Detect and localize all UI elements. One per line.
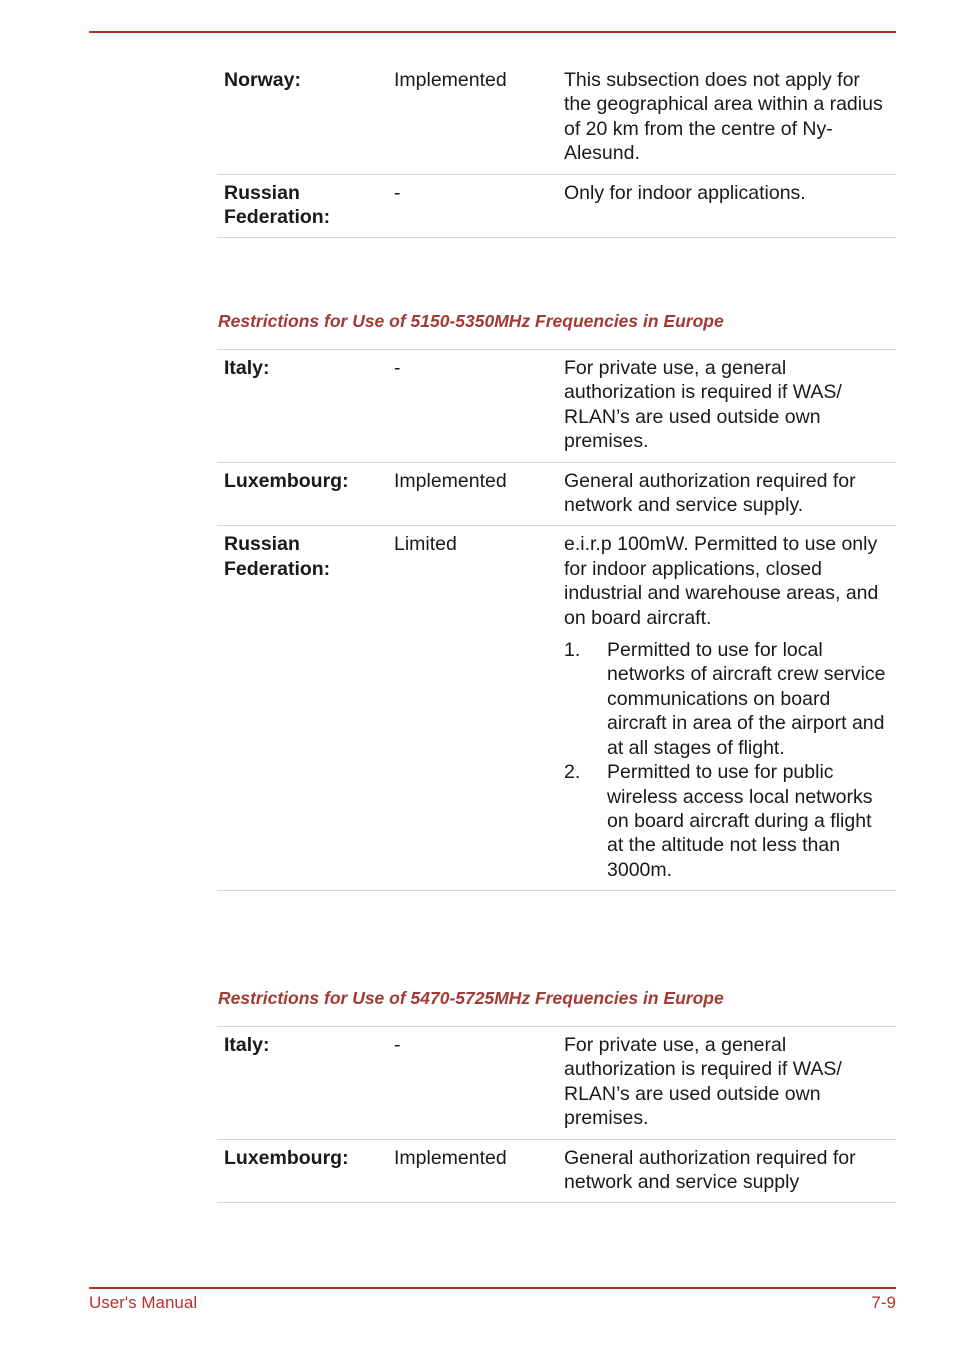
country-cell: Russian Federation:: [217, 526, 387, 891]
numbered-list: [564, 638, 886, 882]
table-row: [217, 1139, 896, 1203]
country-cell: Norway:: [217, 62, 387, 174]
status-cell: -: [387, 350, 557, 463]
table-row: [217, 462, 896, 526]
header-rule: [89, 31, 896, 33]
list-item: [564, 638, 886, 760]
table-row: [217, 62, 896, 174]
note-text: e.i.r.p 100mW. Permitted to use only for indoor applications, closed industrial and warehouse areas, and on board aircraft.: [564, 533, 879, 629]
table-country-restrictions-top: [217, 62, 896, 238]
note-cell: General authorization required for network and service supply: [557, 1139, 896, 1203]
country-cell: Russian Federation:: [217, 174, 387, 238]
table-row: [217, 526, 896, 891]
table-row: [217, 350, 896, 463]
note-cell: General authorization required for network and service supply.: [557, 462, 896, 526]
status-cell: -: [387, 174, 557, 238]
list-number: 1.: [564, 639, 581, 662]
status-cell: Implemented: [387, 1139, 557, 1203]
country-cell: Italy:: [217, 1027, 387, 1140]
status-cell: Limited: [387, 526, 557, 891]
section-heading-5150-5350: Restrictions for Use of 5150-5350MHz Frequencies in Europe: [218, 311, 724, 331]
note-cell: Only for indoor applications.: [557, 174, 896, 238]
table-row: [217, 174, 896, 238]
status-cell: Implemented: [387, 462, 557, 526]
note-cell: For private use, a general authorization is required if WAS/ RLAN’s are used outside own premises.: [557, 350, 896, 463]
list-text: Permitted to use for local networks of aircraft crew service communications on board aircraft in area of the airport and at all stages of flight.: [607, 639, 886, 759]
section-heading-5470-5725: Restrictions for Use of 5470-5725MHz Frequencies in Europe: [218, 988, 724, 1008]
page-number: 7-9: [871, 1293, 896, 1312]
note-cell: [557, 526, 896, 891]
table-row: [217, 1027, 896, 1140]
table-5150-5350: [217, 349, 896, 891]
country-cell: Italy:: [217, 350, 387, 463]
note-cell: This subsection does not apply for the geographical area within a radius of 20 km from the centre of Ny-Alesund.: [557, 62, 896, 174]
country-cell: Luxembourg:: [217, 462, 387, 526]
list-number: 2.: [564, 761, 581, 784]
status-cell: Implemented: [387, 62, 557, 174]
note-cell: For private use, a general authorization is required if WAS/ RLAN’s are used outside own premises.: [557, 1027, 896, 1140]
list-text: Permitted to use for public wireless access local networks on board aircraft during a flight at the altitude not less than 3000m.: [607, 761, 873, 881]
table-5470-5725: [217, 1026, 896, 1203]
footer-rule: [89, 1287, 896, 1289]
footer-title: User's Manual: [89, 1293, 198, 1312]
country-cell: Luxembourg:: [217, 1139, 387, 1203]
list-item: [564, 760, 886, 882]
status-cell: -: [387, 1027, 557, 1140]
